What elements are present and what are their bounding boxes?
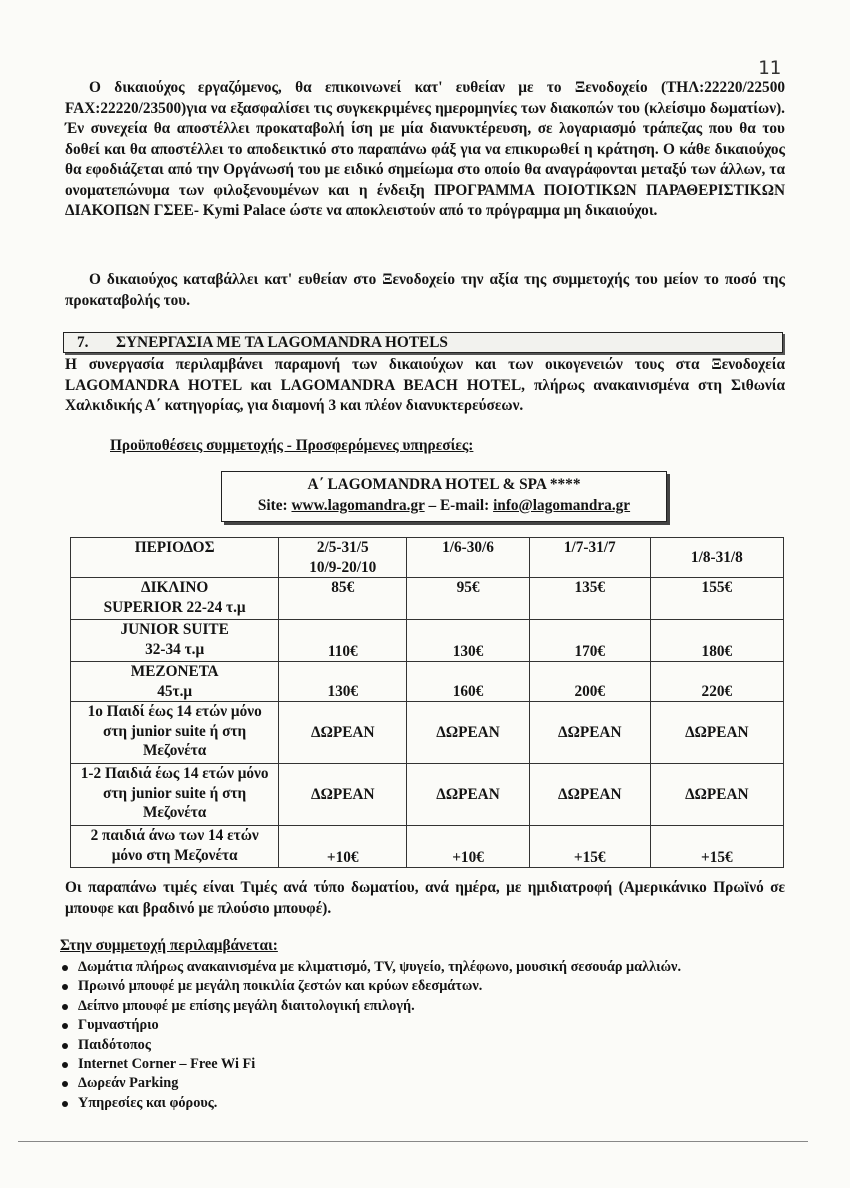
period-header-cell: 1/7-31/7: [529, 538, 650, 578]
price-cell: ΔΩΡΕΑΝ: [279, 702, 407, 764]
price-cell: 200€: [529, 662, 650, 702]
price-cell: ΔΩΡΕΑΝ: [650, 764, 783, 826]
room-type-cell: ΜΕΖΟΝΕΤΑ 45τ.μ: [71, 662, 279, 702]
price-cell: 85€: [279, 578, 407, 620]
included-list: [62, 958, 681, 1113]
price-cell: +15€: [529, 826, 650, 868]
price-cell: 130€: [279, 662, 407, 702]
website-link[interactable]: www.lagomandra.gr: [291, 497, 425, 514]
room-type-cell: JUNIOR SUITE 32-34 τ.μ: [71, 620, 279, 662]
price-cell: ΔΩΡΕΑΝ: [650, 702, 783, 764]
hotel-contact-line: [222, 495, 666, 516]
email-link[interactable]: info@lagomandra.gr: [493, 497, 631, 514]
footer-divider: [18, 1141, 808, 1142]
table-row: [71, 662, 784, 702]
period-header-cell: 1/6-30/6: [407, 538, 530, 578]
list-item: Υπηρεσίες και φόρους.: [62, 1094, 681, 1113]
price-table: [70, 537, 784, 868]
room-type-cell: 1-2 Παιδιά έως 14 ετών μόνο στη junior suite ή στη Μεζονέτα: [71, 764, 279, 826]
site-label: Site:: [257, 497, 288, 514]
hotel-name: Α΄ LAGOMANDRA HOTEL & SPA ****: [307, 476, 581, 493]
hotel-info-box: [221, 471, 667, 522]
table-header-row: [71, 538, 784, 578]
table-row: [71, 826, 784, 868]
list-item: Παιδότοπος: [62, 1036, 681, 1055]
price-cell: 95€: [407, 578, 530, 620]
price-cell: +10€: [407, 826, 530, 868]
separator: –: [428, 497, 437, 514]
section-heading: [63, 332, 783, 353]
list-item: Πρωινό μπουφέ με μεγάλη ποικιλία ζεστών και κρύων εδεσμάτων.: [62, 977, 681, 996]
table-row: [71, 764, 784, 826]
period-header-cell: 2/5-31/5 10/9-20/10: [279, 538, 407, 578]
price-cell: 160€: [407, 662, 530, 702]
page-number: 11: [758, 57, 781, 79]
price-cell: +10€: [279, 826, 407, 868]
paragraph-cooperation: Η συνεργασία περιλαμβάνει παραμονή των δικαιούχων και των οικογενειών τους στα Ξενοδοχεία LAGOMANDRA HOTEL και LAGOMANDRA BEACH HOTEL, πλήρως ανακαινισμένα στη Σιθωνία Χαλκιδικής Α΄ κατηγορίας, για διαμονή 3 και πλέον διανυκτερεύσεων.: [65, 356, 785, 414]
price-cell: 170€: [529, 620, 650, 662]
email-label: E-mail:: [439, 497, 490, 514]
period-header: ΠΕΡΙΟΔΟΣ: [71, 538, 279, 578]
price-cell: 110€: [279, 620, 407, 662]
table-row: [71, 620, 784, 662]
list-item: Γυμναστήριο: [62, 1016, 681, 1035]
paragraph-payment: Ο δικαιούχος καταβάλλει κατ' ευθείαν στο Ξενοδοχείο την αξία της συμμετοχής του μείον το ποσό της προκαταβολής του.: [65, 271, 785, 309]
list-item: Δωμάτια πλήρως ανακαινισμένα με κλιματισμό, TV, ψυγείο, τηλέφωνο, μουσική σεσουάρ μαλλιών.: [62, 958, 681, 977]
table-row: [71, 702, 784, 764]
room-type-cell: 2 παιδιά άνω των 14 ετών μόνο στη Μεζονέτα: [71, 826, 279, 868]
list-item: Internet Corner – Free Wi Fi: [62, 1055, 681, 1074]
paragraph-contact-hotel: Ο δικαιούχος εργαζόμενος, θα επικοινωνεί κατ' ευθείαν με το Ξενοδοχείο (ΤΗΛ:22220/22500 FAX:22220/23500)για να εξασφαλίσει τις συγκεκριμένες ημερομηνίες των διακοπών του (κλείσιμο δωματίων). Έν συνεχεία θα αποστέλλει προκαταβολή ίση με μία διανυκτέρευση, σε λογαριασμό τράπεζας που θα του δοθεί και θα αποστέλλει το αποδεικτικό στο παραπάνω φάξ για να επικυρωθεί η κράτηση. Ο κάθε δικαιούχος θα εφοδιάζεται από την Οργάνωσή του με ειδικό σημείωμα στο οποίο θα αναγράφονται μεταξύ των άλλων, τα ονοματεπώνυμα των φιλοξενουμένων και η ένδειξη ΠΡΟΓΡΑΜΜΑ ΠΟΙΟΤΙΚΩΝ ΠΑΡΑΘΕΡΙΣΤΙΚΩΝ ΔΙΑΚΟΠΩΝ ΓΣΕΕ- Kymi Palace ώστε να αποκλειστούν από το πρόγραμμα μη δικαιούχοι.: [65, 79, 785, 219]
price-cell: 155€: [650, 578, 783, 620]
list-item: Δωρεάν Parking: [62, 1074, 681, 1093]
price-cell: ΔΩΡΕΑΝ: [279, 764, 407, 826]
paragraph-price-note: Οι παραπάνω τιμές είναι Τιμές ανά τύπο δωματίου, ανά ημέρα, με ημιδιατροφή (Αμερικάνικο Πρωϊνό σε μπουφε και βραδινό με πλούσιο μπουφέ).: [65, 879, 785, 917]
price-cell: 135€: [529, 578, 650, 620]
room-type-cell: ΔΙΚΛΙΝΟ SUPERIOR 22-24 τ.μ: [71, 578, 279, 620]
included-heading: Στην συμμετοχή περιλαμβάνεται:: [60, 937, 278, 954]
section-title: ΣΥΝΕΡΓΑΣΙΑ ΜΕ ΤΑ LAGOMANDRA HOTELS: [116, 334, 448, 351]
section-number: 7.: [77, 334, 89, 351]
price-cell: +15€: [650, 826, 783, 868]
room-type-cell: 1ο Παιδί έως 14 ετών μόνο στη junior suite ή στη Μεζονέτα: [71, 702, 279, 764]
price-cell: ΔΩΡΕΑΝ: [407, 764, 530, 826]
period-header-cell: 1/8-31/8: [650, 538, 783, 578]
price-cell: 180€: [650, 620, 783, 662]
conditions-heading: Προϋποθέσεις συμμετοχής - Προσφερόμενες υπηρεσίες:: [110, 437, 474, 454]
list-item: Δείπνο μπουφέ με επίσης μεγάλη διαιτολογική επιλογή.: [62, 997, 681, 1016]
price-cell: 130€: [407, 620, 530, 662]
price-cell: ΔΩΡΕΑΝ: [529, 764, 650, 826]
table-row: [71, 578, 784, 620]
price-cell: ΔΩΡΕΑΝ: [529, 702, 650, 764]
price-cell: 220€: [650, 662, 783, 702]
price-cell: ΔΩΡΕΑΝ: [407, 702, 530, 764]
